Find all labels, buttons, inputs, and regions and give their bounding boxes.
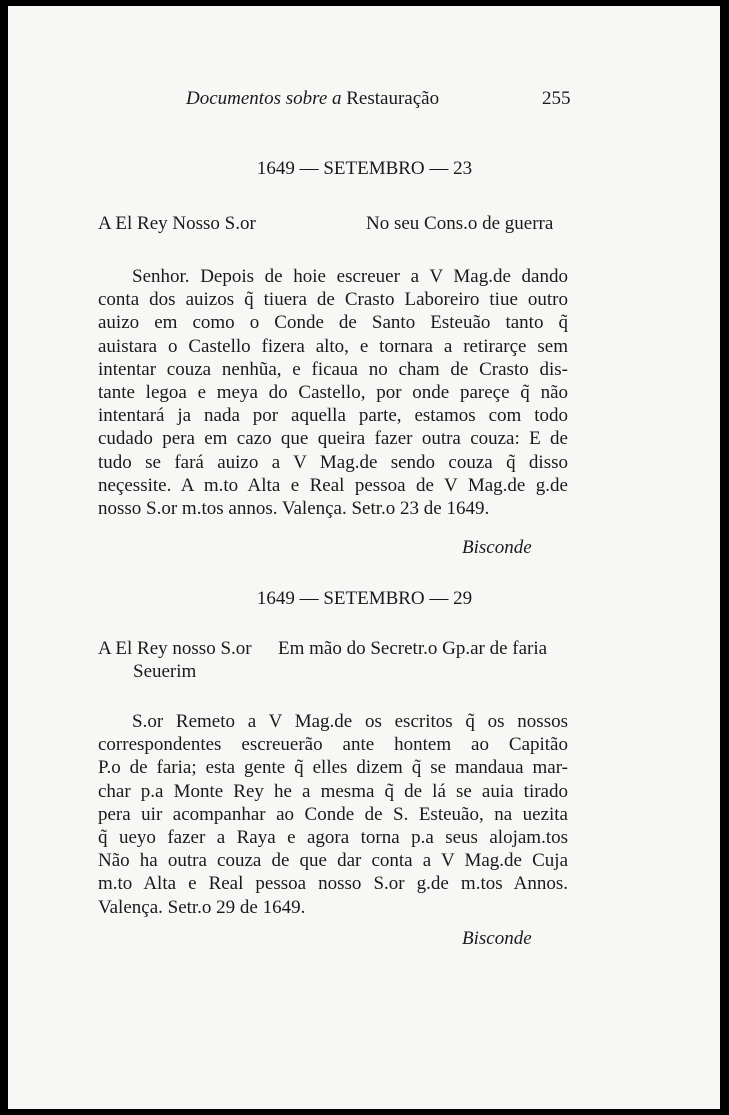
letter-1-addressee: A El Rey Nosso S.or bbox=[98, 213, 256, 234]
letter-1-signature: Bisconde bbox=[462, 537, 532, 558]
body-line: Valença. Setr.o 29 de 1649. bbox=[98, 896, 306, 918]
body-line: intentar couza nenhũa, e ficaua no cham de Crasto dis- bbox=[98, 358, 568, 380]
body-line: neçessite. A m.to Alta e Real pessoa de V Mag.de g.de bbox=[98, 474, 568, 496]
letter-2-body bbox=[98, 710, 568, 919]
body-line: char p.a Monte Rey he a mesma q̃ de lá se auia tirado bbox=[98, 780, 568, 802]
body-line: nosso S.or m.tos annos. Valença. Setr.o 23 de 1649. bbox=[98, 497, 490, 519]
body-line: conta dos auizos q̃ tiuera de Crasto Laboreiro tiue outro bbox=[98, 289, 568, 311]
body-line: S.or Remeto a V Mag.de os escritos q̃ os nossos bbox=[132, 711, 568, 732]
letter-2-signature: Bisconde bbox=[462, 928, 532, 949]
header-title-italic: Documentos sobre a bbox=[186, 88, 342, 109]
letter-1-body bbox=[98, 265, 568, 520]
letter-2-location-cont: Seuerim bbox=[133, 661, 197, 682]
body-line: P.o de faria; esta gente q̃ elles dizem q̃ se mandaua mar- bbox=[98, 757, 568, 779]
header-title-roman: Restauração bbox=[346, 88, 440, 109]
body-line: auizo em como o Conde de Santo Esteuão tanto q̃ bbox=[98, 312, 568, 334]
letter-2-date: 1649 — SETEMBRO — 29 bbox=[256, 588, 473, 609]
body-line: cudado pera em cazo que queira fazer outra couza: E de bbox=[98, 428, 568, 450]
body-line: q̃ ueyo fazer a Raya e agora torna p.a seus alojam.tos bbox=[98, 826, 568, 848]
letter-2-location: Em mão do Secretr.o Gp.ar de faria bbox=[278, 638, 548, 659]
letter-2-addressee: A El Rey nosso S.or bbox=[98, 638, 252, 659]
body-line: correspondentes escreuerão ante hontem ao Capitão bbox=[98, 734, 568, 756]
body-line: pera uir acompanhar ao Conde de S. Esteuão, na uezita bbox=[98, 803, 568, 825]
running-header bbox=[186, 88, 439, 110]
body-line: Senhor. Depois de hoie escreuer a V Mag.de dando bbox=[132, 266, 568, 287]
body-line: m.to Alta e Real pessoa nosso S.or g.de m.tos Annos. bbox=[98, 873, 568, 895]
body-line: intentará ja nada por aquella parte, estamos com todo bbox=[98, 405, 568, 427]
body-line: auistara o Castello fizera alto, e tornara a retirarçe sem bbox=[98, 335, 568, 357]
body-line: tante legoa e meya do Castello, por onde pareçe q̃ não bbox=[98, 381, 568, 403]
page-number: 255 bbox=[542, 88, 571, 109]
body-line: Não ha outra couza de que dar conta a V Mag.de Cuja bbox=[98, 850, 568, 872]
letter-1-date: 1649 — SETEMBRO — 23 bbox=[256, 158, 473, 179]
body-line: tudo se fará auizo a V Mag.de sendo couza q̃ disso bbox=[98, 451, 568, 473]
letter-1-location: No seu Cons.o de guerra bbox=[366, 213, 554, 234]
